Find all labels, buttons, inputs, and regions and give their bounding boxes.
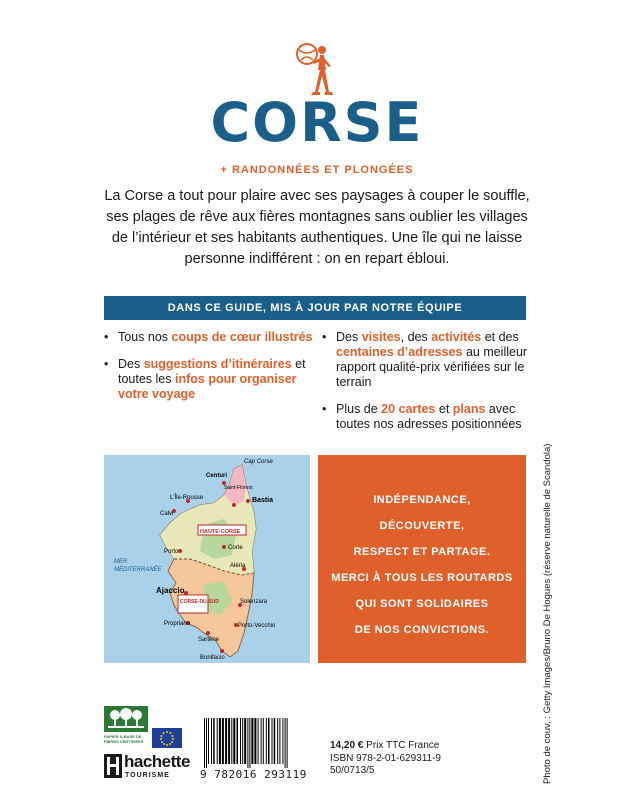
- barcode-bar: [249, 718, 250, 768]
- barcode-bar: [287, 718, 288, 768]
- barcode-bar: [240, 718, 241, 764]
- barcode-bar: [206, 718, 207, 768]
- features-right: [322, 330, 528, 444]
- barcode-bar: [277, 718, 278, 764]
- manifesto-line: DÉCOUVERTE,: [379, 520, 465, 532]
- manifesto-line: MERCI À TOUS LES ROUTARDS: [331, 572, 513, 584]
- feature-item: • Plus de 20 cartes et plans avec toutes nos adresses positionnées: [322, 402, 528, 432]
- guide-band-heading: DANS CE GUIDE, MIS À JOUR PAR NOTRE ÉQUIPE: [104, 296, 526, 320]
- barcode-bar: [274, 718, 276, 764]
- barcode-bar: [244, 718, 246, 764]
- barcode-bar: [208, 718, 209, 764]
- barcode-bar: [231, 718, 232, 764]
- barcode-bar: [254, 718, 256, 764]
- price-value: 14,20 €: [330, 740, 364, 751]
- map-label: Solenzara: [240, 599, 268, 605]
- product-code: 50/0713/5: [330, 765, 375, 776]
- barcode-bar: [285, 718, 286, 768]
- price-info: [330, 740, 441, 778]
- map-label: MER: [114, 559, 128, 565]
- map-label: CORSE-DU-SUD: [180, 599, 219, 605]
- manifesto-box: [318, 455, 526, 663]
- price-label: Prix TTC France: [366, 740, 440, 751]
- barcode-bar: [268, 718, 270, 764]
- barcode-bar: [219, 718, 221, 764]
- barcode-bar: [266, 718, 267, 764]
- intro-paragraph: La Corse a tout pour plaire avec ses paysages à couper le souffle, ses plages de rêve aux fières montagnes sans oublier les villages de l’intérieur et ses habitants authentiques. Une île qui ne laisse personne indifférent : on en repart ébloui.: [104, 188, 530, 267]
- map-label: Aléria: [230, 563, 246, 569]
- map-label: Sartène: [198, 637, 220, 643]
- barcode-bar: [279, 718, 280, 764]
- map-label: Bastia: [252, 497, 274, 504]
- manifesto-line: RESPECT ET PARTAGE.: [353, 546, 491, 558]
- guide-title: CORSE: [210, 91, 424, 154]
- map-label: MÉDITERRANÉE: [114, 567, 162, 573]
- map-label: Cap Corse: [244, 459, 273, 465]
- publisher-name: hachette: [124, 752, 190, 771]
- features-left: [104, 330, 314, 414]
- barcode-bar: [213, 718, 215, 764]
- map-label: L'Île-Rousse: [170, 495, 204, 501]
- barcode-bar: [282, 718, 283, 764]
- feature-highlight: infos pour organiser votre voyage: [118, 372, 297, 401]
- manifesto-line: QUI SONT SOLIDAIRES: [355, 598, 489, 610]
- barcode-bar: [233, 718, 235, 764]
- barcode-bar: [263, 718, 264, 764]
- barcode-bar: [237, 718, 239, 764]
- eu-flag-icon: [152, 728, 182, 748]
- barcode-bar: [258, 718, 259, 764]
- map-label: Corte: [228, 545, 243, 551]
- corsica-map-graphic: [104, 455, 310, 663]
- barcode-bar: [228, 718, 230, 764]
- manifesto-line: INDÉPENDANCE,: [373, 494, 471, 506]
- barcode-bar: [217, 718, 218, 764]
- map-label: Calvi: [160, 511, 174, 517]
- feature-item: • Des suggestions d’itinéraires et toutes les infos pour organiser votre voyage: [104, 357, 314, 402]
- feature-item: • Tous nos coups de cœur illustrés: [104, 330, 314, 345]
- map-label: Propriano: [164, 621, 191, 627]
- barcode-bar: [225, 718, 227, 764]
- feature-item: • Des visites, des activités et des centaines d’adresses au meilleur rapport qualité-prix vérifiées sur le terrain: [322, 330, 528, 390]
- map-label: Centuri: [206, 473, 227, 479]
- corsica-map: [104, 455, 310, 663]
- publisher-sub: TOURISME: [125, 772, 170, 779]
- barcode-bar: [211, 718, 212, 764]
- barcode-bar: [261, 718, 262, 764]
- barcode-bar: [251, 718, 253, 764]
- barcode-bar: [222, 718, 224, 764]
- map-label: HAUTE-CORSE: [200, 529, 241, 535]
- map-label: Porto-Vecchio: [238, 623, 276, 629]
- map-label: Porto: [164, 549, 179, 555]
- barcode-bars: [200, 716, 312, 768]
- map-label: Ajaccio: [156, 586, 185, 595]
- guide-subtitle: + RANDONNÉES ET PLONGÉES: [220, 164, 414, 176]
- barcode-bar: [242, 718, 243, 764]
- feature-highlight: suggestions d’itinéraires: [143, 357, 292, 371]
- manifesto-line: DE NOS CONVICTIONS.: [354, 624, 490, 636]
- photo-credit: Photo de couv. : Getty Images/Bruno De Hogues (réserve naturelle de Scandola): [542, 443, 553, 784]
- paper-label: PAPIER À BASE DE FIBRES CERTIFIÉES: [104, 734, 144, 744]
- feature-highlight: coups de cœur illustrés: [171, 330, 313, 344]
- map-label: Bonifacio: [200, 655, 225, 661]
- barcode-digits: 9 782016 293119: [200, 768, 307, 781]
- price-line: [330, 740, 441, 753]
- barcode-bar: [247, 718, 248, 768]
- barcode-bar: [272, 718, 273, 764]
- map-label: Saint-Florent: [224, 485, 253, 491]
- barcode-bar: [204, 718, 205, 768]
- isbn: ISBN 978-2-01-629311-9: [330, 752, 441, 764]
